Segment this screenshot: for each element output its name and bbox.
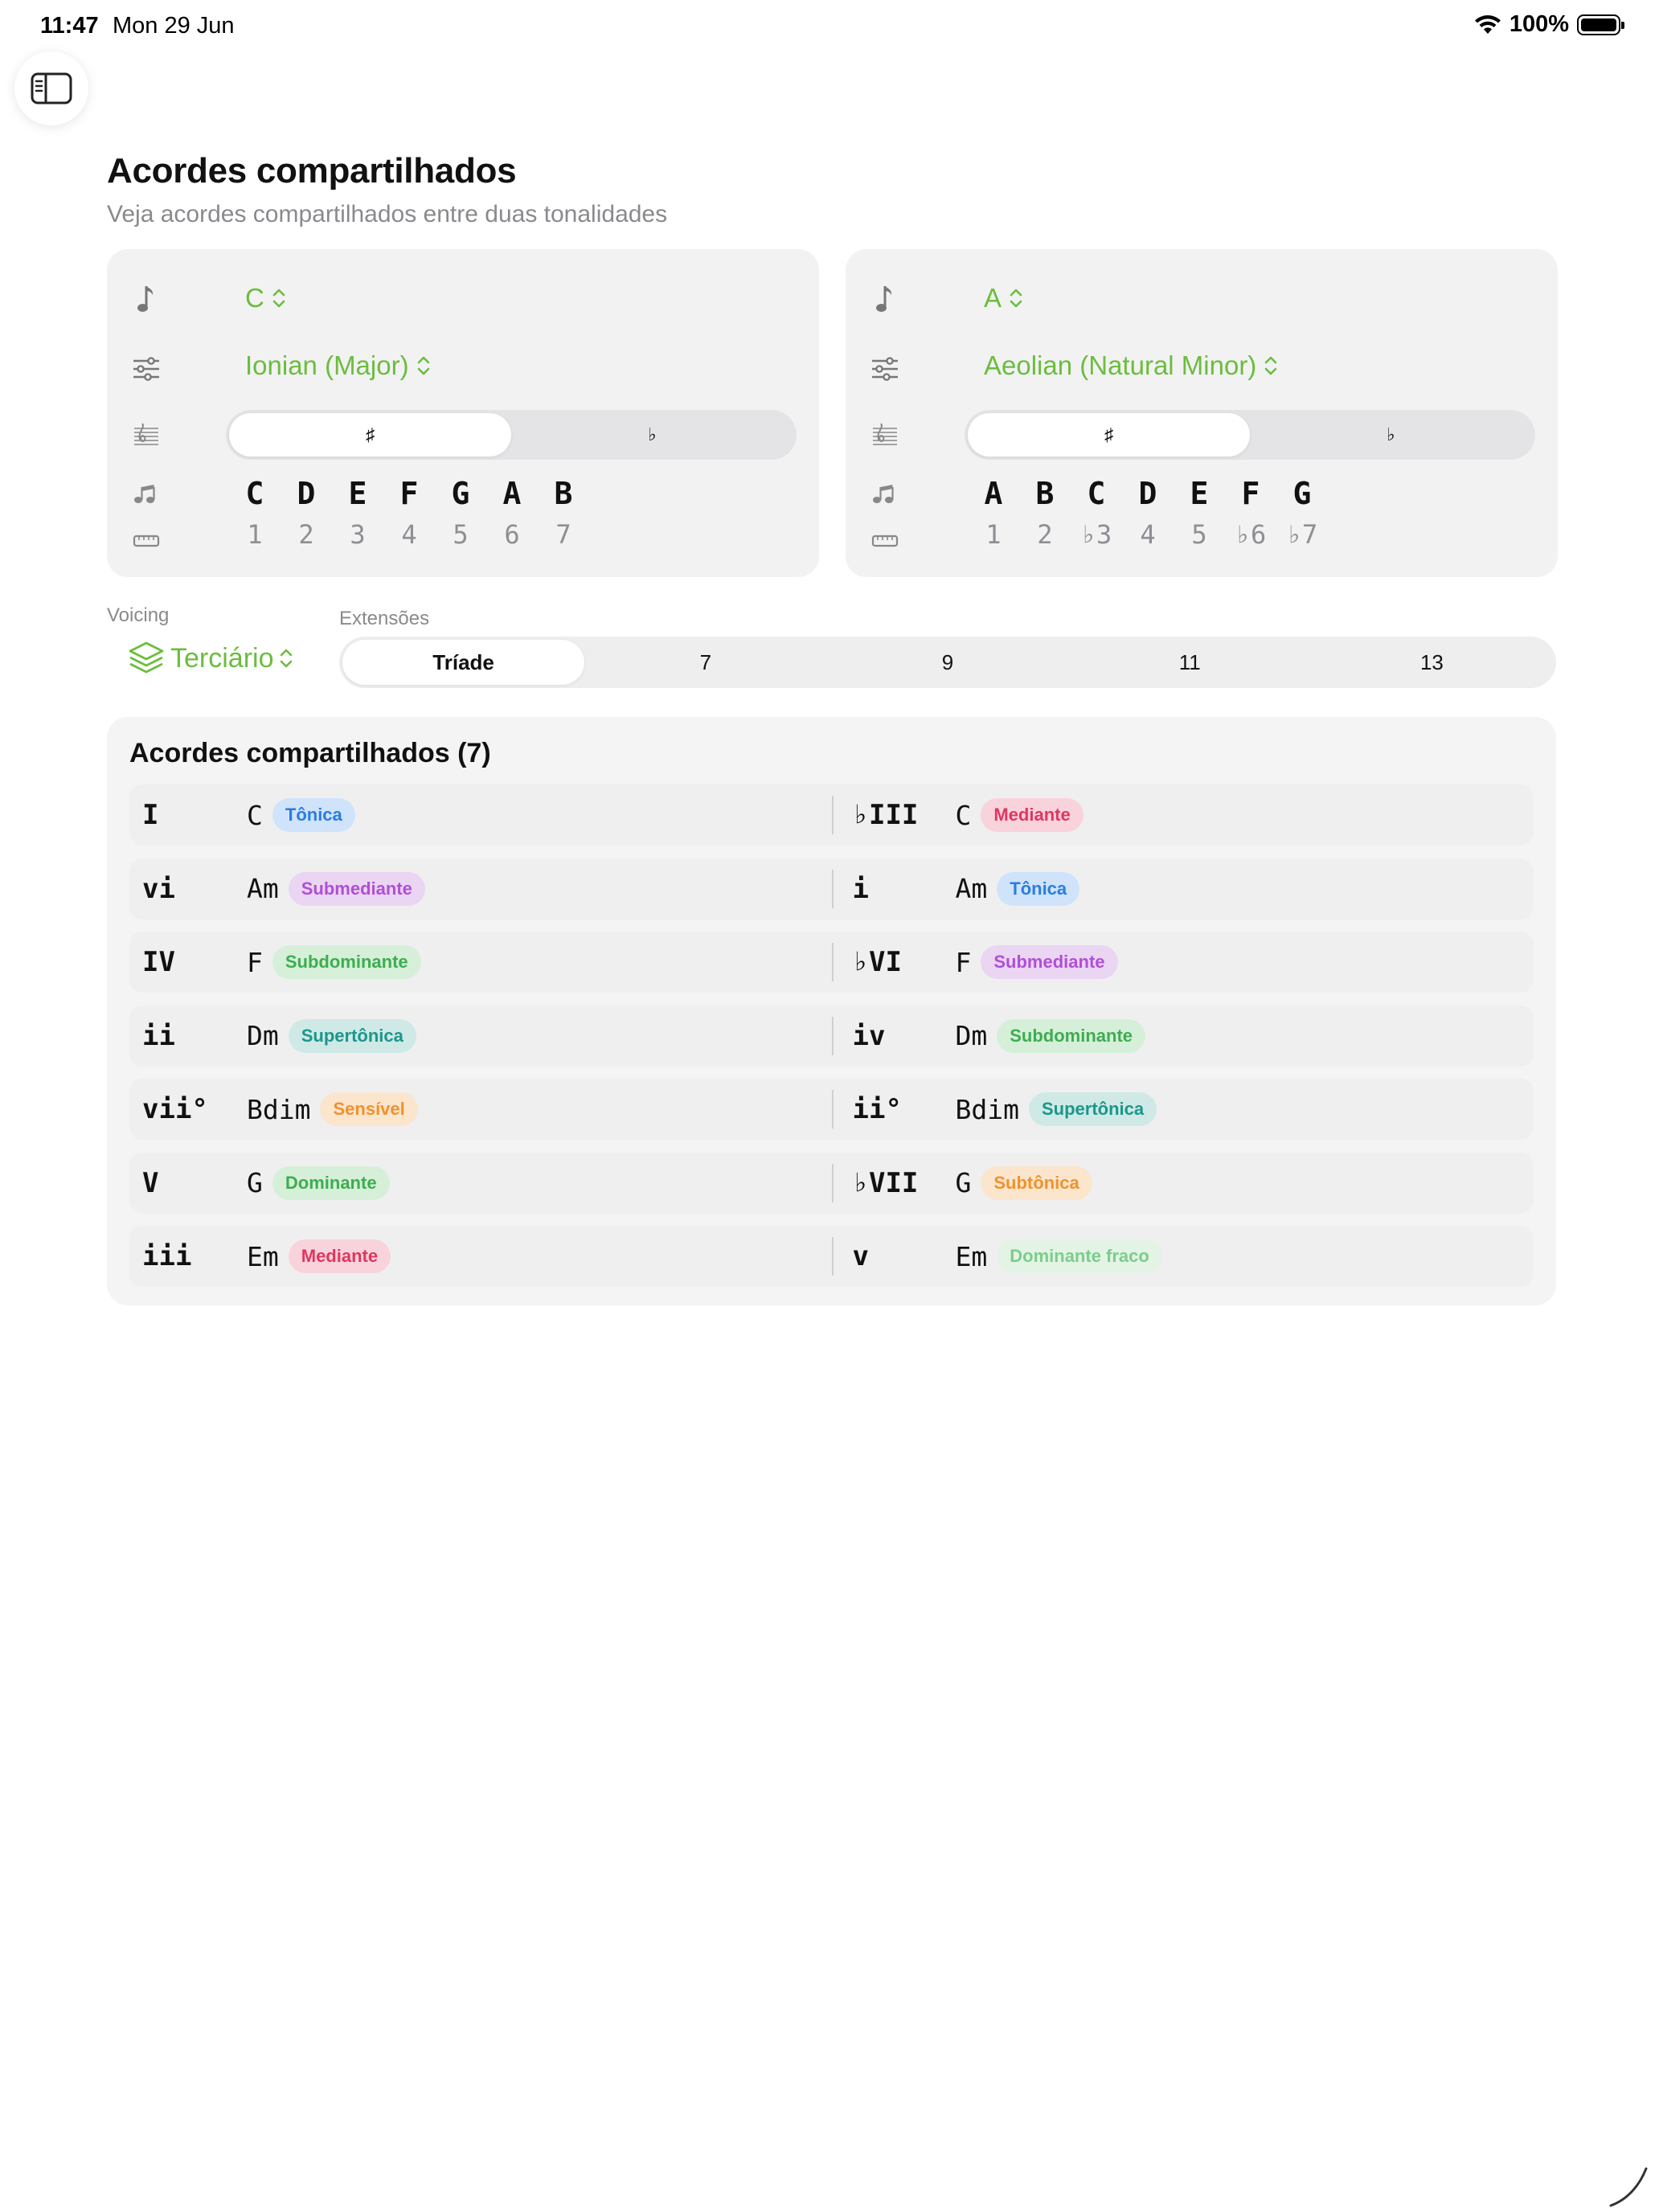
ruler-icon (868, 524, 902, 558)
root-key-value: A (984, 283, 1002, 313)
function-badge: Sensível (320, 1092, 417, 1126)
flat-option[interactable]: ♭ (1387, 424, 1395, 444)
scale-note: D (297, 476, 316, 511)
function-badge: Mediante (289, 1239, 391, 1273)
sliders-icon (129, 352, 163, 386)
music-note-icon (868, 283, 902, 317)
key-card-right (846, 249, 1558, 577)
chord-in-key-left (129, 784, 832, 846)
chevron-up-down-icon (416, 354, 432, 378)
extension-option-13[interactable]: 13 (1419, 649, 1444, 674)
chord-in-key-left (129, 1079, 832, 1140)
shared-chord-row (129, 858, 1534, 920)
root-key-picker[interactable] (245, 283, 287, 313)
extensions-segmented-control (339, 637, 1556, 688)
scale-degrees (229, 519, 589, 550)
layers-icon (127, 640, 166, 677)
chord-in-key-right (832, 1090, 1534, 1129)
chord-in-key-right (832, 1017, 1534, 1055)
key-card-left (107, 249, 819, 577)
scale-notes (968, 476, 1328, 511)
scale-note: B (554, 476, 573, 511)
scale-degree: 2 (1037, 519, 1053, 550)
chord-symbol: F (247, 946, 263, 978)
scale-note: A (502, 476, 522, 511)
chord-symbol-group (247, 872, 425, 906)
scale-note: G (1292, 476, 1312, 511)
chord-symbol-group (247, 1166, 390, 1200)
voicing-picker[interactable] (127, 640, 294, 677)
chord-symbol: C (955, 799, 972, 831)
music-note-icon (129, 283, 163, 317)
chord-symbol: Am (247, 873, 279, 904)
scale-note: G (451, 476, 470, 511)
function-badge: Mediante (981, 798, 1083, 832)
chord-symbol-group (956, 1092, 1157, 1126)
function-badge: Subdominante (997, 1019, 1145, 1053)
scale-degree: 4 (401, 519, 417, 550)
chord-in-key-left (129, 932, 832, 993)
scale-note: C (1087, 476, 1106, 511)
extension-option-7[interactable]: 7 (699, 649, 712, 674)
roman-numeral: vi (142, 872, 175, 905)
sliders-icon (868, 352, 902, 386)
notes-icon (129, 477, 163, 511)
chord-symbol: Dm (247, 1020, 279, 1051)
roman-numeral: I (142, 799, 159, 831)
chevron-up-down-icon (278, 646, 294, 670)
function-badge: Subdominante (272, 945, 421, 979)
voicing-label: Voicing (107, 604, 170, 626)
scale-degree: ♭3 (1080, 519, 1112, 550)
chord-symbol-group (956, 1019, 1146, 1053)
notes-icon (868, 477, 902, 511)
shared-chords-card (107, 717, 1556, 1305)
status-indicators (1474, 11, 1620, 38)
function-badge: Subtônica (981, 1166, 1092, 1200)
shared-chord-row (129, 932, 1534, 993)
function-badge: Dominante fraco (997, 1239, 1162, 1273)
function-badge: Tônica (997, 872, 1079, 906)
chord-symbol-group (956, 872, 1080, 906)
scale-degree: 2 (298, 519, 314, 550)
staff-icon (868, 418, 902, 452)
chord-symbol: Bdim (955, 1093, 1019, 1125)
scale-note: A (984, 476, 1003, 511)
function-badge: Tônica (272, 798, 355, 832)
roman-numeral: i (852, 872, 869, 905)
roman-numeral: ii (142, 1019, 175, 1052)
page-subtitle: Veja acordes compartilhados entre duas tonalidades (107, 201, 668, 227)
staff-icon (129, 418, 163, 452)
mode-value: Aeolian (Natural Minor) (984, 350, 1257, 380)
roman-numeral: ♭VI (852, 946, 902, 978)
scale-note: F (399, 476, 419, 511)
battery-percent: 100% (1509, 11, 1569, 37)
scale-note: F (1241, 476, 1260, 511)
chord-symbol-group (247, 1092, 418, 1126)
voicing-value: Terciário (170, 642, 274, 674)
chord-symbol-group (247, 1019, 416, 1053)
shared-chord-row (129, 1079, 1534, 1140)
scale-degree: 3 (350, 519, 366, 550)
chord-in-key-left (129, 1153, 832, 1214)
roman-numeral: v (852, 1240, 869, 1272)
chord-in-key-left (129, 858, 832, 920)
scale-degree: 4 (1140, 519, 1156, 550)
chord-symbol: C (247, 799, 263, 831)
chord-symbol-group (956, 1239, 1162, 1273)
roman-numeral: ♭VII (852, 1166, 919, 1199)
scale-note: B (1035, 476, 1055, 511)
roman-numeral: ii° (852, 1093, 902, 1125)
ruler-icon (129, 524, 163, 558)
chord-symbol-group (956, 1166, 1092, 1200)
scale-note: D (1138, 476, 1157, 511)
mode-value: Ionian (Major) (245, 350, 409, 380)
extension-option-11[interactable]: 11 (1178, 649, 1201, 674)
status-time: 11:47 (40, 13, 99, 39)
chord-symbol: G (955, 1167, 972, 1198)
roman-numeral: vii° (142, 1093, 208, 1125)
mode-picker[interactable] (984, 350, 1279, 381)
chord-symbol-group (247, 798, 355, 832)
chord-in-key-right (832, 1237, 1534, 1276)
mode-picker[interactable] (245, 350, 432, 381)
function-badge: Dominante (272, 1166, 390, 1200)
chord-symbol-group (956, 945, 1118, 979)
wifi-icon (1474, 14, 1501, 35)
function-badge: Submediante (289, 872, 425, 906)
chord-symbol-group (247, 945, 421, 979)
status-bar (0, 0, 1659, 51)
chord-symbol-group (956, 798, 1083, 832)
root-key-picker[interactable] (984, 283, 1024, 313)
scale-note: C (245, 476, 264, 511)
roman-numeral: iii (142, 1240, 192, 1272)
shared-chord-row (129, 1153, 1534, 1214)
chord-symbol-group (247, 1239, 391, 1273)
page-title: Acordes compartilhados (107, 151, 517, 190)
accidental-segmented-control (226, 410, 797, 460)
extensions-label: Extensões (339, 608, 430, 629)
scale-degrees (968, 519, 1328, 550)
sharp-option[interactable]: ♯ (968, 413, 1250, 457)
chord-symbol: F (955, 946, 972, 978)
function-badge: Submediante (981, 945, 1117, 979)
chord-in-key-right (832, 796, 1534, 834)
shared-chord-row (129, 1006, 1534, 1067)
roman-numeral: iv (852, 1019, 886, 1052)
scale-degree: 5 (453, 519, 469, 550)
sidebar-icon (31, 72, 72, 104)
roman-numeral: IV (142, 946, 175, 978)
extension-option-triad[interactable]: Tríade (342, 640, 584, 685)
chord-symbol: Em (955, 1240, 988, 1272)
roman-numeral: V (142, 1166, 159, 1199)
scale-degree: 5 (1191, 519, 1207, 550)
chevron-up-down-icon (1263, 354, 1279, 378)
sidebar-toggle-button[interactable] (14, 51, 88, 125)
scale-degree: 1 (247, 519, 263, 550)
scale-degree: 6 (504, 519, 520, 550)
scale-degree: 7 (555, 519, 571, 550)
function-badge: Supertônica (1029, 1092, 1157, 1126)
pencil-hover-indicator (1604, 2161, 1653, 2209)
shared-chord-row (129, 1226, 1534, 1287)
chord-symbol: Dm (955, 1020, 988, 1051)
chord-in-key-right (832, 870, 1534, 908)
shared-chord-row (129, 784, 1534, 846)
flat-option[interactable]: ♭ (648, 424, 657, 444)
sharp-option[interactable]: ♯ (229, 413, 511, 457)
extension-option-9[interactable]: 9 (941, 649, 954, 674)
function-badge: Supertônica (289, 1019, 416, 1053)
scale-degree: ♭6 (1235, 519, 1267, 550)
chord-symbol: Bdim (247, 1093, 311, 1125)
shared-chords-list (129, 784, 1534, 1300)
chord-symbol: Am (955, 873, 988, 904)
accidental-segmented-control (965, 410, 1535, 460)
scale-degree: 1 (985, 519, 1002, 550)
shared-chords-title: Acordes compartilhados (7) (129, 738, 491, 768)
chevron-up-down-icon (271, 286, 287, 310)
chord-symbol: G (247, 1167, 263, 1198)
chevron-up-down-icon (1008, 286, 1024, 310)
chord-in-key-left (129, 1226, 832, 1287)
scale-note: E (348, 476, 367, 511)
status-date: Mon 29 Jun (113, 13, 235, 39)
roman-numeral: ♭III (852, 799, 919, 831)
root-key-value: C (245, 283, 264, 313)
chord-symbol: Em (247, 1240, 279, 1272)
scale-notes (229, 476, 589, 511)
scale-note: E (1190, 476, 1209, 511)
chord-in-key-left (129, 1006, 832, 1067)
battery-icon (1577, 14, 1620, 35)
scale-degree: ♭7 (1286, 519, 1318, 550)
chord-in-key-right (832, 943, 1534, 981)
chord-in-key-right (832, 1164, 1534, 1202)
